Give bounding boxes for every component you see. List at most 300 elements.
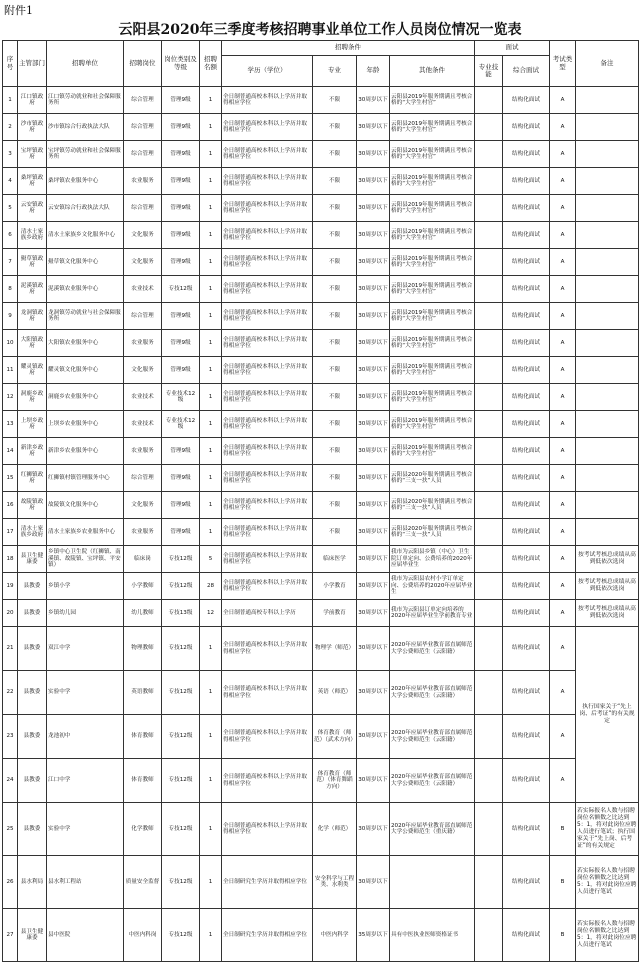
cell-comp: 结构化面试 — [503, 276, 550, 303]
cell-edu: 全日制普通高校本科以上学历并取得相应学位 — [222, 384, 313, 411]
cell-edu: 全日制普通高校本科以上学历并取得相应学位 — [222, 465, 313, 492]
cell-quota: 1 — [200, 168, 222, 195]
cell-quota: 28 — [200, 573, 222, 600]
cell-edu: 全日制普通高校本科以上学历并取得相应学位 — [222, 87, 313, 114]
header-interview: 面试 — [475, 41, 550, 56]
cell-comp: 结构化面试 — [503, 573, 550, 600]
cell-dept: 鱟草镇政府 — [18, 249, 47, 276]
cell-major: 不限 — [313, 330, 357, 357]
cell-skill — [475, 715, 503, 759]
cell-major: 物理学（师范） — [313, 627, 357, 671]
cell-remark: 若实际报名人数与招聘岗位名额数之比达到5：1，将对此岗位应聘人员进行笔试 — [576, 909, 639, 962]
cell-quota: 1 — [200, 411, 222, 438]
cell-remark — [576, 519, 639, 546]
cell-quota: 1 — [200, 492, 222, 519]
cell-post: 化学教师 — [124, 803, 162, 856]
cell-examtype: A — [550, 465, 576, 492]
cell-comp: 结构化面试 — [503, 909, 550, 962]
cell-no: 11 — [3, 357, 18, 384]
cell-remark — [576, 195, 639, 222]
cell-remark — [576, 114, 639, 141]
cell-age: 30周岁以下 — [357, 276, 390, 303]
cell-age: 30周岁以下 — [357, 519, 390, 546]
cell-remark — [576, 357, 639, 384]
cell-remark: 按考试考核总成绩从高到低依次选岗 — [576, 546, 639, 573]
page-title: 云阳县2020年三季度考核招聘事业单位工作人员岗位情况一览表 — [118, 22, 522, 38]
cell-skill — [475, 168, 503, 195]
table-row — [3, 573, 639, 600]
cell-age: 30周岁以下 — [357, 627, 390, 671]
cell-age: 30周岁以下 — [357, 803, 390, 856]
cell-examtype: B — [550, 856, 576, 909]
cell-no: 26 — [3, 856, 18, 909]
cell-post: 农业技术 — [124, 384, 162, 411]
cell-age: 30周岁以下 — [357, 168, 390, 195]
cell-major: 不限 — [313, 114, 357, 141]
cell-other: 云阳县2019年服务期满且考核合格的“大学生村官” — [390, 114, 475, 141]
cell-no: 27 — [3, 909, 18, 962]
cell-category: 专技12级 — [162, 856, 200, 909]
cell-skill — [475, 759, 503, 803]
table-row — [3, 715, 639, 759]
cell-dept: 龙洞镇政府 — [18, 303, 47, 330]
cell-skill — [475, 465, 503, 492]
cell-comp: 结构化面试 — [503, 195, 550, 222]
cell-remark: 按考试考核总成绩从高到低依次选岗 — [576, 600, 639, 627]
cell-unit: 江口镇劳动就业和社会保障服务所 — [47, 87, 124, 114]
cell-category: 专技12级 — [162, 276, 200, 303]
cell-skill — [475, 141, 503, 168]
cell-post: 文化服务 — [124, 222, 162, 249]
cell-unit: 故陵镇文化服务中心 — [47, 492, 124, 519]
cell-major: 不限 — [313, 141, 357, 168]
cell-unit: 龙洞镇劳动就业与社会保障服务所 — [47, 303, 124, 330]
cell-unit: 上坝乡农业服务中心 — [47, 411, 124, 438]
cell-examtype: A — [550, 195, 576, 222]
cell-post: 农业技术 — [124, 411, 162, 438]
cell-comp: 结构化面试 — [503, 114, 550, 141]
cell-remark — [576, 222, 639, 249]
cell-edu: 全日制普通高校本科以上学历并取得相应学位 — [222, 249, 313, 276]
cell-unit: 沙市镇综合行政执法大队 — [47, 114, 124, 141]
cell-quota: 1 — [200, 759, 222, 803]
cell-category: 管理9级 — [162, 141, 200, 168]
cell-unit: 新津乡农业服务中心 — [47, 438, 124, 465]
cell-post: 体育教师 — [124, 715, 162, 759]
cell-major: 不限 — [313, 384, 357, 411]
cell-remark — [576, 438, 639, 465]
cell-examtype: A — [550, 715, 576, 759]
cell-major: 不限 — [313, 303, 357, 330]
cell-dept: 云安镇政府 — [18, 195, 47, 222]
cell-other: 2020年应届毕业教育部直属师范大学公费师范生（云阳籍） — [390, 627, 475, 671]
cell-other: 我市为云阳县订单定向培养的2020年应届毕业生学前教育专业 — [390, 600, 475, 627]
cell-quota: 1 — [200, 627, 222, 671]
cell-category: 专技12级 — [162, 759, 200, 803]
cell-age: 30周岁以下 — [357, 856, 390, 909]
cell-major: 化学（师范） — [313, 803, 357, 856]
cell-post: 农业服务 — [124, 519, 162, 546]
header-unit: 招聘单位 — [47, 41, 124, 87]
cell-major: 不限 — [313, 465, 357, 492]
cell-skill — [475, 411, 503, 438]
cell-age: 30周岁以下 — [357, 492, 390, 519]
header-dept: 主管部门 — [18, 41, 47, 87]
cell-dept: 桑坪镇政府 — [18, 168, 47, 195]
cell-remark — [576, 492, 639, 519]
cell-skill — [475, 114, 503, 141]
cell-other: 云阳县2019年服务期满且考核合格的“大学生村官” — [390, 87, 475, 114]
header-other: 其他条件 — [390, 56, 475, 87]
header-skill: 专业技能 — [475, 56, 503, 87]
cell-no: 10 — [3, 330, 18, 357]
cell-examtype: A — [550, 222, 576, 249]
cell-comp: 结构化面试 — [503, 803, 550, 856]
cell-major: 体育教育（师范）（体育舞蹈方向） — [313, 759, 357, 803]
cell-examtype: A — [550, 87, 576, 114]
cell-age: 30周岁以下 — [357, 357, 390, 384]
cell-unit: 鱟草镇文化服务中心 — [47, 249, 124, 276]
cell-quota: 1 — [200, 222, 222, 249]
cell-skill — [475, 222, 503, 249]
cell-post: 质量安全监督 — [124, 856, 162, 909]
cell-post: 文化服务 — [124, 492, 162, 519]
cell-examtype: A — [550, 303, 576, 330]
cell-age: 30周岁以下 — [357, 438, 390, 465]
cell-major: 不限 — [313, 411, 357, 438]
cell-remark — [576, 87, 639, 114]
cell-category: 专技12级 — [162, 715, 200, 759]
cell-no: 24 — [3, 759, 18, 803]
cell-remark — [576, 249, 639, 276]
cell-edu: 全日制普通高校本科以上学历并取得相应学位 — [222, 168, 313, 195]
cell-category: 管理9级 — [162, 222, 200, 249]
cell-unit: 县水利工程站 — [47, 856, 124, 909]
cell-remark — [576, 411, 639, 438]
cell-unit: 江口中学 — [47, 759, 124, 803]
table-row — [3, 249, 639, 276]
cell-post: 文化服务 — [124, 357, 162, 384]
cell-dept: 大阳镇政府 — [18, 330, 47, 357]
cell-no: 3 — [3, 141, 18, 168]
cell-examtype: A — [550, 330, 576, 357]
cell-major: 不限 — [313, 87, 357, 114]
cell-no: 8 — [3, 276, 18, 303]
header-category: 岗位类别及等级 — [162, 41, 200, 87]
cell-post: 农业服务 — [124, 168, 162, 195]
cell-other: 云阳县2020年服务期满且考核合格的“三支一扶”人员 — [390, 492, 475, 519]
cell-edu: 全日制研究生学历并取得相应学位 — [222, 909, 313, 962]
cell-comp: 结构化面试 — [503, 249, 550, 276]
cell-comp: 结构化面试 — [503, 671, 550, 715]
cell-age: 30周岁以下 — [357, 759, 390, 803]
cell-category: 专技12级 — [162, 546, 200, 573]
cell-other: 云阳县2019年服务期满且考核合格的“大学生村官” — [390, 330, 475, 357]
cell-remark: 执行国家关于“先上岗、后考证”的有关规定 — [576, 627, 639, 803]
cell-other: 云阳县2019年服务期满且考核合格的“大学生村官” — [390, 276, 475, 303]
cell-post: 农业技术 — [124, 276, 162, 303]
cell-post: 农业服务 — [124, 438, 162, 465]
cell-category: 管理9级 — [162, 357, 200, 384]
cell-unit: 耀灵镇文化服务中心 — [47, 357, 124, 384]
cell-edu: 全日制普通高校本科以上学历并取得相应学位 — [222, 303, 313, 330]
cell-remark — [576, 465, 639, 492]
cell-comp: 结构化面试 — [503, 168, 550, 195]
cell-quota: 12 — [200, 600, 222, 627]
cell-skill — [475, 671, 503, 715]
cell-comp: 结构化面试 — [503, 357, 550, 384]
cell-skill — [475, 330, 503, 357]
cell-dept: 故陵镇政府 — [18, 492, 47, 519]
cell-other: 云阳县2019年服务期满且考核合格的“大学生村官” — [390, 141, 475, 168]
cell-comp: 结构化面试 — [503, 222, 550, 249]
cell-post: 农业服务 — [124, 330, 162, 357]
cell-edu: 全日制普通高校本科以上学历并取得相应学位 — [222, 141, 313, 168]
cell-quota: 1 — [200, 465, 222, 492]
cell-major: 不限 — [313, 276, 357, 303]
cell-edu: 全日制普通高校本科以上学历并取得相应学位 — [222, 492, 313, 519]
cell-edu: 全日制普通高校专科以上学历 — [222, 600, 313, 627]
table-row — [3, 759, 639, 803]
table-body — [3, 87, 639, 962]
cell-no: 9 — [3, 303, 18, 330]
cell-major: 体育教育（师范）（武术方向） — [313, 715, 357, 759]
cell-remark: 若实际报名人数与招聘岗位名额数之比达到5：1，将对此岗位应聘人员进行笔试；执行国家关于“先上岗、后考证”的有关规定 — [576, 803, 639, 856]
header-comp: 综合面试 — [503, 56, 550, 87]
cell-dept: 上坝乡政府 — [18, 411, 47, 438]
cell-other: 云阳县2019年服务期满且考核合格的“大学生村官” — [390, 411, 475, 438]
cell-age: 30周岁以下 — [357, 600, 390, 627]
cell-no: 25 — [3, 803, 18, 856]
cell-unit: 实验中学 — [47, 803, 124, 856]
cell-examtype: A — [550, 600, 576, 627]
cell-other: 云阳县2019年服务期满且考核合格的“大学生村官” — [390, 222, 475, 249]
cell-quota: 1 — [200, 303, 222, 330]
cell-comp: 结构化面试 — [503, 411, 550, 438]
cell-other: 具有中医执业医师资格证书 — [390, 909, 475, 962]
cell-age: 30周岁以下 — [357, 715, 390, 759]
cell-dept: 红狮镇政府 — [18, 465, 47, 492]
cell-skill — [475, 546, 503, 573]
cell-dept: 宝坪镇政府 — [18, 141, 47, 168]
cell-quota: 1 — [200, 519, 222, 546]
cell-remark — [576, 276, 639, 303]
cell-unit: 乡镇幼儿园 — [47, 600, 124, 627]
header-no: 序号 — [3, 41, 18, 87]
table-row — [3, 87, 639, 114]
cell-major: 不限 — [313, 168, 357, 195]
cell-edu: 全日制普通高校本科以上学历并取得相应学位 — [222, 671, 313, 715]
cell-other: 2020年应届毕业教育部直属师范大学公费师范生（云阳籍） — [390, 715, 475, 759]
cell-major: 中医内科学 — [313, 909, 357, 962]
table-row — [3, 141, 639, 168]
cell-edu: 全日制普通高校本科以上学历并取得相应学位 — [222, 627, 313, 671]
header-conditions: 招聘条件 — [222, 41, 475, 56]
cell-unit: 大阳镇农业服务中心 — [47, 330, 124, 357]
cell-examtype: A — [550, 114, 576, 141]
cell-quota: 1 — [200, 909, 222, 962]
cell-comp: 结构化面试 — [503, 600, 550, 627]
table-row — [3, 168, 639, 195]
cell-age: 30周岁以下 — [357, 195, 390, 222]
cell-quota: 1 — [200, 671, 222, 715]
cell-examtype: A — [550, 357, 576, 384]
table-row — [3, 357, 639, 384]
cell-post: 综合管理 — [124, 87, 162, 114]
cell-no: 2 — [3, 114, 18, 141]
cell-comp: 结构化面试 — [503, 303, 550, 330]
cell-major: 学前教育 — [313, 600, 357, 627]
cell-dept: 清水土家族乡政府 — [18, 519, 47, 546]
cell-examtype: A — [550, 411, 576, 438]
cell-post: 综合管理 — [124, 141, 162, 168]
cell-no: 20 — [3, 600, 18, 627]
cell-skill — [475, 519, 503, 546]
table-row — [3, 803, 639, 856]
cell-dept: 县卫生健康委 — [18, 546, 47, 573]
cell-quota: 1 — [200, 114, 222, 141]
cell-dept: 江口镇政府 — [18, 87, 47, 114]
cell-dept: 县教委 — [18, 759, 47, 803]
header-major: 专业 — [313, 56, 357, 87]
cell-major: 不限 — [313, 519, 357, 546]
cell-major: 英语（师范） — [313, 671, 357, 715]
cell-major: 不限 — [313, 249, 357, 276]
cell-major: 小学教育 — [313, 573, 357, 600]
cell-no: 19 — [3, 573, 18, 600]
cell-unit: 乡镇中心卫生院（红狮镇、南溪镇、故陵镇、宝坪镇、平安镇） — [47, 546, 124, 573]
table-row — [3, 276, 639, 303]
cell-age: 30周岁以下 — [357, 411, 390, 438]
cell-unit: 清水土家族乡文化服务中心 — [47, 222, 124, 249]
cell-no: 1 — [3, 87, 18, 114]
cell-dept: 县教委 — [18, 803, 47, 856]
cell-comp: 结构化面试 — [503, 141, 550, 168]
table-row — [3, 909, 639, 962]
cell-comp: 结构化面试 — [503, 330, 550, 357]
table-row — [3, 465, 639, 492]
cell-comp: 结构化面试 — [503, 465, 550, 492]
cell-edu: 全日制普通高校本科以上学历并取得相应学位 — [222, 573, 313, 600]
cell-quota: 1 — [200, 856, 222, 909]
cell-post: 文化服务 — [124, 249, 162, 276]
cell-category: 管理9级 — [162, 195, 200, 222]
cell-quota: 1 — [200, 195, 222, 222]
cell-dept: 县卫生健康委 — [18, 909, 47, 962]
cell-no: 6 — [3, 222, 18, 249]
cell-skill — [475, 909, 503, 962]
cell-age: 30周岁以下 — [357, 114, 390, 141]
cell-comp: 结构化面试 — [503, 759, 550, 803]
cell-examtype: A — [550, 546, 576, 573]
cell-no: 21 — [3, 627, 18, 671]
cell-major: 不限 — [313, 357, 357, 384]
cell-post: 中医内科岗 — [124, 909, 162, 962]
cell-unit: 实验中学 — [47, 671, 124, 715]
cell-age: 30周岁以下 — [357, 465, 390, 492]
table-row — [3, 600, 639, 627]
cell-skill — [475, 276, 503, 303]
cell-quota: 1 — [200, 384, 222, 411]
cell-skill — [475, 384, 503, 411]
cell-skill — [475, 627, 503, 671]
cell-age: 30周岁以下 — [357, 303, 390, 330]
cell-post: 综合管理 — [124, 465, 162, 492]
cell-other: 2020年应届毕业教育部直属师范大学公费师范生（云阳籍） — [390, 759, 475, 803]
cell-examtype: A — [550, 168, 576, 195]
cell-quota: 1 — [200, 715, 222, 759]
cell-remark: 按考试考核总成绩从高到低依次选岗 — [576, 573, 639, 600]
table-row — [3, 411, 639, 438]
table-row — [3, 492, 639, 519]
cell-unit: 云安镇综合行政执法大队 — [47, 195, 124, 222]
table-row — [3, 519, 639, 546]
cell-category: 专业技术12级 — [162, 411, 200, 438]
cell-examtype: A — [550, 759, 576, 803]
cell-edu: 全日制普通高校本科以上学历并取得相应学位 — [222, 357, 313, 384]
cell-unit: 双江中学 — [47, 627, 124, 671]
cell-comp: 结构化面试 — [503, 546, 550, 573]
cell-skill — [475, 600, 503, 627]
cell-comp: 结构化面试 — [503, 384, 550, 411]
cell-age: 30周岁以下 — [357, 546, 390, 573]
cell-category: 管理9级 — [162, 87, 200, 114]
cell-unit: 红狮镇村镇管理服务中心 — [47, 465, 124, 492]
cell-category: 专技12级 — [162, 627, 200, 671]
table-row — [3, 671, 639, 715]
cell-major: 不限 — [313, 438, 357, 465]
cell-skill — [475, 803, 503, 856]
cell-major: 安全科学与工程类、水利类 — [313, 856, 357, 909]
cell-unit: 洞鹿乡农业服务中心 — [47, 384, 124, 411]
table-row — [3, 546, 639, 573]
cell-no: 13 — [3, 411, 18, 438]
cell-edu: 全日制普通高校本科以上学历并取得相应学位 — [222, 546, 313, 573]
cell-other: 云阳县2020年服务期满且考核合格的“三支一扶”人员 — [390, 519, 475, 546]
cell-examtype: B — [550, 909, 576, 962]
header-remark: 备注 — [576, 41, 639, 87]
header-quota: 招聘名额 — [200, 41, 222, 87]
cell-edu: 全日制普通高校本科以上学历并取得相应学位 — [222, 222, 313, 249]
cell-major: 不限 — [313, 195, 357, 222]
cell-dept: 耀灵镇政府 — [18, 357, 47, 384]
cell-no: 4 — [3, 168, 18, 195]
cell-edu: 全日制普通高校本科以上学历并取得相应学位 — [222, 715, 313, 759]
cell-other: 云阳县2020年服务期满且考核合格的“三支一扶”人员 — [390, 465, 475, 492]
cell-dept: 县教委 — [18, 715, 47, 759]
cell-other: 云阳县2019年服务期满且考核合格的“大学生村官” — [390, 168, 475, 195]
cell-age: 30周岁以下 — [357, 330, 390, 357]
cell-no: 22 — [3, 671, 18, 715]
cell-age: 30周岁以下 — [357, 249, 390, 276]
cell-examtype: A — [550, 438, 576, 465]
table-row — [3, 195, 639, 222]
cell-comp: 结构化面试 — [503, 492, 550, 519]
cell-edu: 全日制普通高校本科以上学历并取得相应学位 — [222, 438, 313, 465]
cell-no: 12 — [3, 384, 18, 411]
cell-examtype: A — [550, 249, 576, 276]
cell-category: 专技12级 — [162, 573, 200, 600]
cell-dept: 清水土家族乡政府 — [18, 222, 47, 249]
cell-examtype: A — [550, 519, 576, 546]
cell-skill — [475, 856, 503, 909]
cell-category: 管理9级 — [162, 330, 200, 357]
cell-comp: 结构化面试 — [503, 438, 550, 465]
cell-no: 23 — [3, 715, 18, 759]
table-row — [3, 856, 639, 909]
cell-post: 幼儿教师 — [124, 600, 162, 627]
header-examtype: 考试类型 — [550, 41, 576, 87]
